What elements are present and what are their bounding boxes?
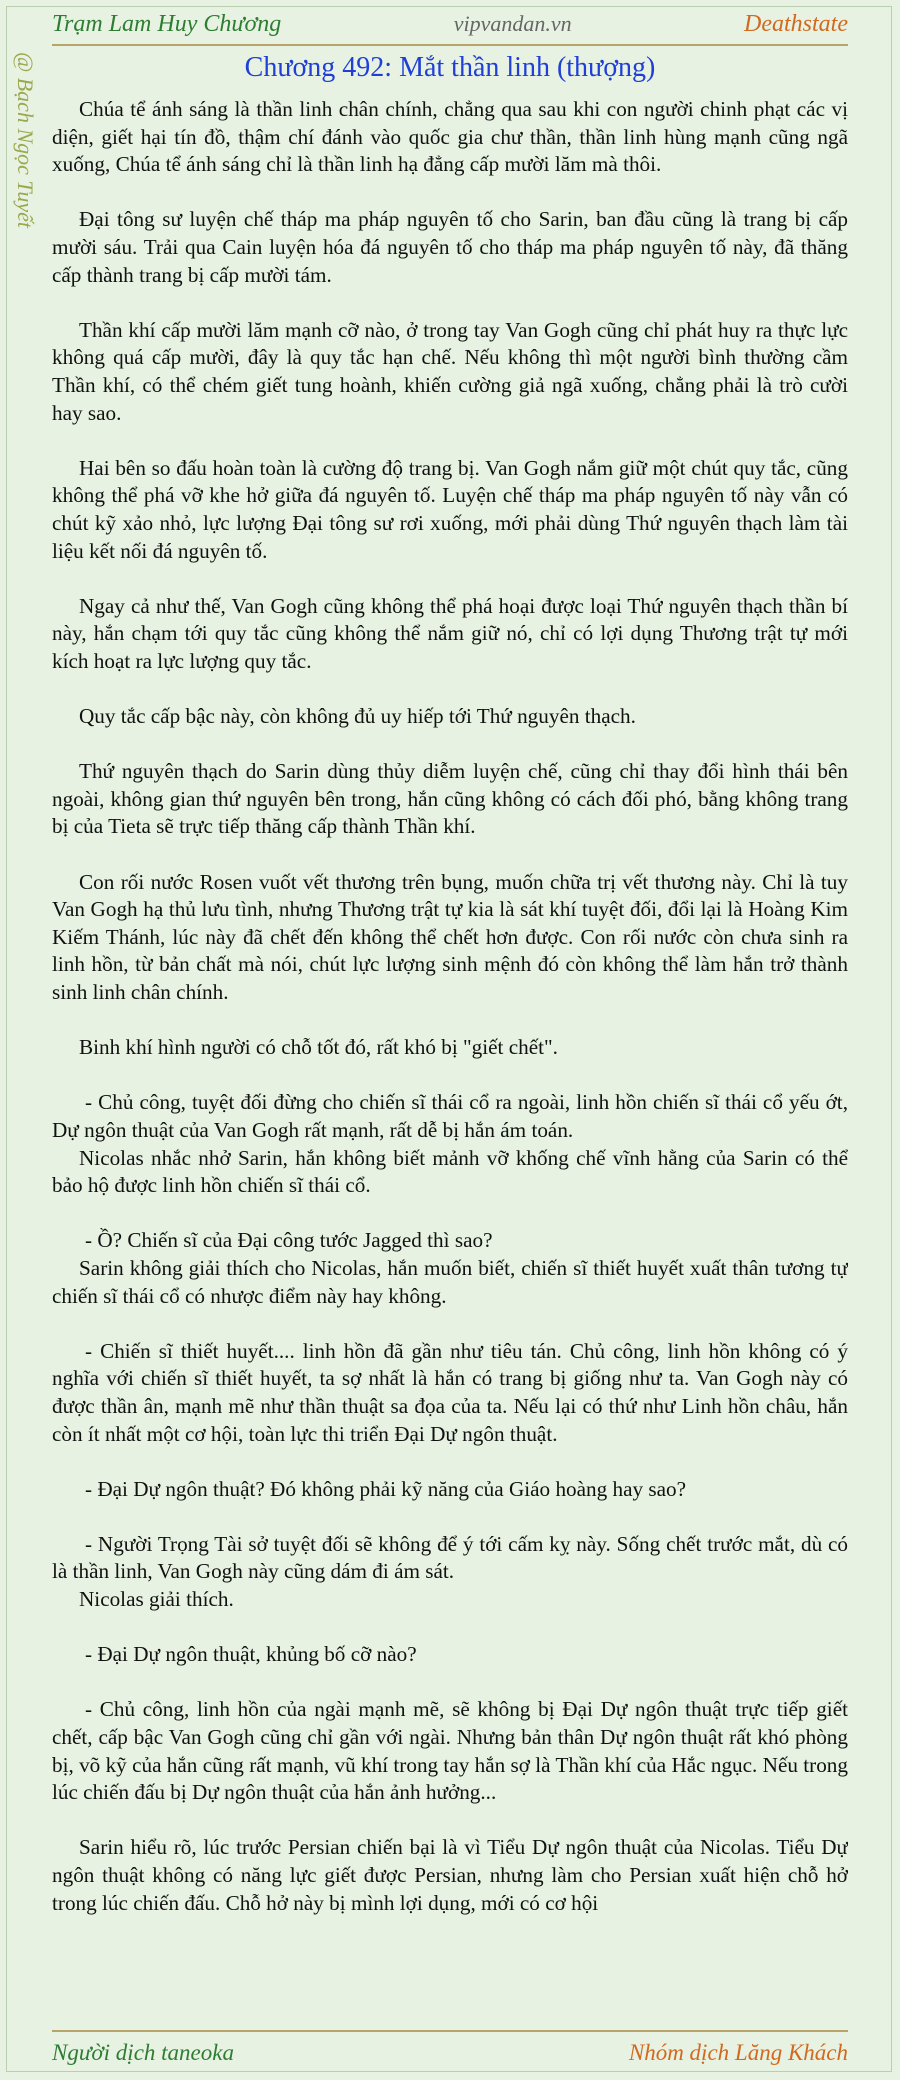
paragraph: Sarin không giải thích cho Nicolas, hắn muốn biết, chiến sĩ thiết huyết xuất thân tương tự chiến sĩ thái cổ có nhược điểm này hay không. (52, 1255, 848, 1308)
footer-translator: Người dịch taneoka (52, 2040, 234, 2065)
paragraph: Quy tắc cấp bậc này, còn không đủ uy hiếp tới Thứ nguyên thạch. (79, 704, 636, 729)
paragraph: Con rối nước Rosen vuốt vết thương trên bụng, muốn chữa trị vết thương này. Chỉ là tuy Van Gogh hạ thủ lưu tình, nhưng Thương trật tự kia là sát khí tuyệt đối, đổi lại là Hoàng Kim Kiếm Thánh, lúc này đã chết đến không thể chết hơn được. Con rối nước còn chưa sinh ra linh hồn, từ bản chất mà nói, chút lực lượng sinh mệnh đó còn không thể làm hắn trở thành sinh linh chân chính. (52, 869, 848, 1004)
side-watermark: @ Bạch Ngọc Tuyết (13, 52, 38, 229)
footer-rule (52, 2030, 848, 2032)
paragraph: Thần khí cấp mười lăm mạnh cỡ nào, ở trong tay Van Gogh cũng chỉ phát huy ra thực lực không quá cấp mười, đây là quy tắc hạn chế. Nếu không thì một người bình thường cầm Thần khí, có thể chém giết tung hoành, khiến cường giả ngã xuống, chẳng phải là trò cười hay sao. (52, 317, 848, 425)
header-site-name: Trạm Lam Huy Chương (52, 10, 282, 37)
paragraph: Ngay cả như thế, Van Gogh cũng không thể phá hoại được loại Thứ nguyên thạch thần bí này, hắn chạm tới quy tắc cũng không thể nắm giữ nó, chỉ có lợi dụng Thương trật tự mới kích hoạt ra lực lượng quy tắc. (52, 593, 848, 673)
paragraph: - Đại Dự ngôn thuật? Đó không phải kỹ năng của Giáo hoàng hay sao? (85, 1476, 687, 1501)
paragraph: Binh khí hình người có chỗ tốt đó, rất khó bị "giết chết". (79, 1035, 558, 1060)
paragraph: - Chiến sĩ thiết huyết.... linh hồn đã gần như tiêu tán. Chủ công, linh hồn không có ý nghĩa với chiến sĩ thiết huyết, ta sợ nhất là hắn có trang bị giống như ta. Van Gogh này có được thần ân, mạnh mẽ như thần thuật sa đọa của ta. Nếu lại có thứ như Linh hồn châu, hắn còn ít nhất một cơ hội, toàn lực thi triển Đại Dự ngôn thuật. (52, 1338, 848, 1446)
paragraph: - Chủ công, tuyệt đối đừng cho chiến sĩ thái cổ ra ngoài, linh hồn chiến sĩ thái cổ yếu ớt, Dự ngôn thuật của Van Gogh rất mạnh, rất dễ bị hắn ám toán. (52, 1090, 848, 1142)
header-author: Deathstate (744, 10, 848, 37)
page-footer (52, 2036, 848, 2070)
paragraph: Nicolas giải thích. (79, 1587, 234, 1612)
header-url: vipvandan.vn (453, 11, 572, 36)
page-header (52, 8, 848, 40)
paragraph: Nicolas nhắc nhở Sarin, hắn không biết mảnh vỡ khống chế vĩnh hằng của Sarin có thể bảo hộ được linh hồn chiến sĩ thái cổ. (52, 1145, 848, 1198)
paragraph: - Ồ? Chiến sĩ của Đại công tước Jagged thì sao? (85, 1228, 493, 1253)
header-rule (52, 44, 848, 46)
paragraph: - Đại Dự ngôn thuật, khủng bố cỡ nào? (85, 1642, 417, 1667)
paragraph: Sarin hiểu rõ, lúc trước Persian chiến bại là vì Tiểu Dự ngôn thuật của Nicolas. Tiểu Dự ngôn thuật không có năng lực giết được Persian, nhưng làm cho Persian xuất hiện chỗ hở trong lúc chiến đấu. Chỗ hở này bị mình lợi dụng, mới có cơ hội (52, 1835, 848, 1915)
paragraph: Thứ nguyên thạch do Sarin dùng thủy diễm luyện chế, cũng chỉ thay đổi hình thái bên ngoài, không gian thứ nguyên bên trong, hắn cũng không có cách đối phó, bằng không trang bị của Tieta sẽ trực tiếp thăng cấp thành Thần khí. (52, 759, 848, 839)
paragraph: Chúa tể ánh sáng là thần linh chân chính, chẳng qua sau khi con người chinh phạt các vị diện, giết hại tín đồ, thậm chí đánh vào quốc gia chư thần, thần linh hùng mạnh cũng ngã xuống, Chúa tể ánh sáng chỉ là thần linh hạ đẳng cấp mười lăm mà thôi. (52, 97, 848, 177)
chapter-body (52, 96, 848, 2026)
footer-group: Nhóm dịch Lăng Khách (628, 2040, 848, 2065)
chapter-title: Chương 492: Mắt thần linh (thượng) (244, 52, 656, 83)
paragraph: Đại tông sư luyện chế tháp ma pháp nguyên tố cho Sarin, ban đầu cũng là trang bị cấp mười sáu. Trải qua Cain luyện hóa đá nguyên tố cho tháp ma pháp nguyên tố này, đã thăng cấp thành trang bị cấp mười tám. (52, 207, 848, 287)
paragraph: - Chủ công, linh hồn của ngài mạnh mẽ, sẽ không bị Đại Dự ngôn thuật trực tiếp giết chết, cấp bậc Van Gogh cũng chỉ gần với ngài. Nhưng bản thân Dự ngôn thuật rất khó phòng bị, võ kỹ của hắn cũng rất mạnh, vũ khí trong tay hắn sợ là Thần khí của Hắc ngục. Nếu trong lúc chiến đấu bị Dự ngôn thuật của hắn ảnh hưởng... (52, 1697, 848, 1805)
paragraph: Hai bên so đấu hoàn toàn là cường độ trang bị. Van Gogh nắm giữ một chút quy tắc, cũng không thể phá vỡ khe hở giữa đá nguyên tố. Luyện chế tháp ma pháp nguyên tố này vẫn có chút kỹ xảo nhỏ, lực lượng Đại tông sư rơi xuống, mới phải dùng Thứ nguyên thạch làm tài liệu kết nối đá nguyên tố. (52, 455, 848, 563)
paragraph: - Người Trọng Tài sở tuyệt đối sẽ không để ý tới cấm kỵ này. Sống chết trước mắt, dù có là thần linh, Van Gogh này cũng dám đi ám sát. (52, 1531, 848, 1584)
